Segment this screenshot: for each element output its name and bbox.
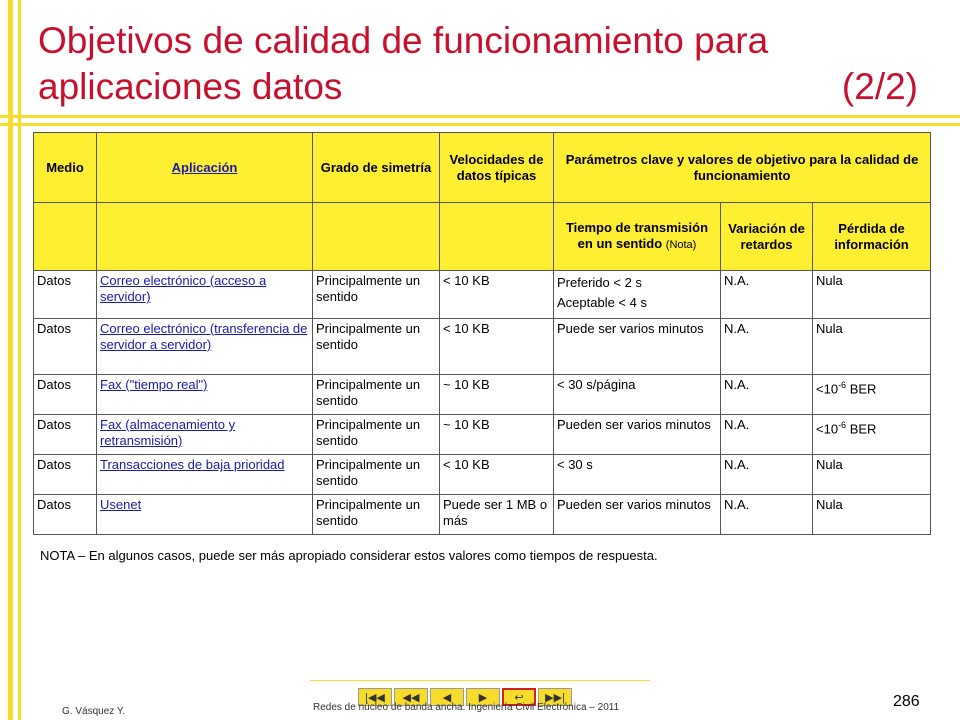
cell-tiempo: Pueden ser varios minutos	[554, 415, 721, 455]
cell-aplicacion	[97, 271, 313, 319]
left-rail-inner	[18, 0, 21, 720]
cell-aplicacion	[97, 455, 313, 495]
cell-perdida: Nula	[813, 271, 931, 319]
cell-perdida	[813, 375, 931, 415]
header-aplicacion	[97, 133, 313, 203]
slide-title-part: (2/2)	[841, 66, 918, 107]
perdida-exp: -6	[838, 420, 847, 430]
cell-medio: Datos	[34, 319, 97, 375]
aplicacion-link[interactable]: Transacciones de baja prioridad	[100, 457, 285, 472]
page-number: 286	[893, 693, 920, 710]
cell-tiempo: < 30 s/página	[554, 375, 721, 415]
return-icon[interactable]: ↩	[502, 688, 536, 706]
title-rule-top	[0, 115, 960, 118]
quality-objectives-table	[33, 132, 931, 535]
cell-aplicacion	[97, 495, 313, 535]
cell-tiempo: < 30 s	[554, 455, 721, 495]
cell-simetria: Principalmente un sentido	[313, 319, 440, 375]
header-variacion: Variación de retardos	[721, 203, 813, 271]
cell-simetria: Principalmente un sentido	[313, 375, 440, 415]
cell-aplicacion	[97, 319, 313, 375]
header-tiempo	[554, 203, 721, 271]
course-label: Redes de núcleo de banda ancha. Ingeniería Civil Electrónica – 2011	[313, 702, 620, 713]
perdida-unit: BER	[846, 381, 877, 397]
cell-medio: Datos	[34, 415, 97, 455]
cell-variacion: N.A.	[721, 319, 813, 375]
header-empty-2	[97, 203, 313, 271]
cell-variacion: N.A.	[721, 271, 813, 319]
cell-velocidad: ~ 10 KB	[440, 415, 554, 455]
last-page-icon[interactable]: ▶▶|	[538, 688, 572, 706]
previous-icon[interactable]: ◀	[430, 688, 464, 706]
perdida-base: <10	[816, 381, 839, 397]
cell-medio: Datos	[34, 495, 97, 535]
perdida-unit: BER	[846, 421, 877, 437]
tiempo-preferido: Preferido < 2 s	[557, 275, 642, 290]
cell-simetria: Principalmente un sentido	[313, 495, 440, 535]
header-empty-1	[34, 203, 97, 271]
table-row	[34, 319, 931, 375]
slide-title-line1: Objetivos de calidad de funcionamiento para	[38, 20, 769, 61]
table-row	[34, 271, 931, 319]
aplicacion-link[interactable]: Fax ("tiempo real")	[100, 377, 208, 392]
cell-perdida	[813, 415, 931, 455]
cell-variacion: N.A.	[721, 415, 813, 455]
cell-velocidad: < 10 KB	[440, 271, 554, 319]
table-row	[34, 415, 931, 455]
header-tiempo-text: Tiempo de transmisión en un sentido	[565, 220, 709, 251]
table-row	[34, 495, 931, 535]
cell-tiempo: Puede ser varios minutos	[554, 319, 721, 375]
cell-perdida: Nula	[813, 319, 931, 375]
perdida-base: <10	[816, 421, 839, 437]
cell-medio: Datos	[34, 375, 97, 415]
aplicacion-link[interactable]: Correo electrónico (transferencia de servidor a servidor)	[100, 321, 308, 352]
slide-title	[38, 18, 928, 110]
header-empty-4	[440, 203, 554, 271]
slide-title-line2: aplicaciones datos	[38, 66, 343, 107]
cell-variacion: N.A.	[721, 375, 813, 415]
aplicacion-link[interactable]: Usenet	[100, 497, 142, 512]
perdida-exp: -6	[838, 380, 847, 390]
cell-simetria: Principalmente un sentido	[313, 415, 440, 455]
cell-simetria: Principalmente un sentido	[313, 455, 440, 495]
table-row	[34, 455, 931, 495]
cell-velocidad: < 10 KB	[440, 455, 554, 495]
cell-velocidad: ~ 10 KB	[440, 375, 554, 415]
author-label: G. Vásquez Y.	[62, 706, 126, 717]
cell-variacion: N.A.	[721, 455, 813, 495]
cell-velocidad: Puede ser 1 MB o más	[440, 495, 554, 535]
cell-velocidad: < 10 KB	[440, 319, 554, 375]
first-page-icon[interactable]: |◀◀	[358, 688, 392, 706]
header-row-2	[34, 203, 931, 271]
cell-aplicacion	[97, 415, 313, 455]
header-empty-3	[313, 203, 440, 271]
header-perdida: Pérdida de información	[813, 203, 931, 271]
cell-perdida: Nula	[813, 455, 931, 495]
cell-variacion: N.A.	[721, 495, 813, 535]
aplicacion-link[interactable]: Correo electrónico (acceso a servidor)	[100, 273, 267, 304]
table-footnote: NOTA – En algunos casos, puede ser más apropiado considerar estos valores como tiempos de respuesta.	[40, 548, 658, 563]
table-row	[34, 375, 931, 415]
footer-divider	[310, 680, 650, 681]
header-simetria: Grado de simetría	[313, 133, 440, 203]
cell-medio: Datos	[34, 271, 97, 319]
cell-tiempo: Pueden ser varios minutos	[554, 495, 721, 535]
left-rail-outer	[8, 0, 13, 720]
header-row-1	[34, 133, 931, 203]
title-rule-bottom	[0, 123, 960, 126]
header-tiempo-note: (Nota)	[665, 239, 697, 251]
back-jump-icon[interactable]: ◀◀	[394, 688, 428, 706]
cell-medio: Datos	[34, 455, 97, 495]
aplicacion-link[interactable]: Fax (almacenamiento y retransmisión)	[100, 417, 236, 448]
next-icon[interactable]: ▶	[466, 688, 500, 706]
cell-tiempo	[554, 271, 721, 319]
cell-perdida: Nula	[813, 495, 931, 535]
cell-aplicacion	[97, 375, 313, 415]
header-parametros: Parámetros clave y valores de objetivo para la calidad de funcionamiento	[554, 133, 931, 203]
tiempo-aceptable: Aceptable < 4 s	[557, 295, 647, 310]
header-velocidades: Velocidades de datos típicas	[440, 133, 554, 203]
header-aplicacion-link[interactable]: Aplicación	[171, 159, 238, 175]
header-medio: Medio	[34, 133, 97, 203]
cell-simetria: Principalmente un sentido	[313, 271, 440, 319]
